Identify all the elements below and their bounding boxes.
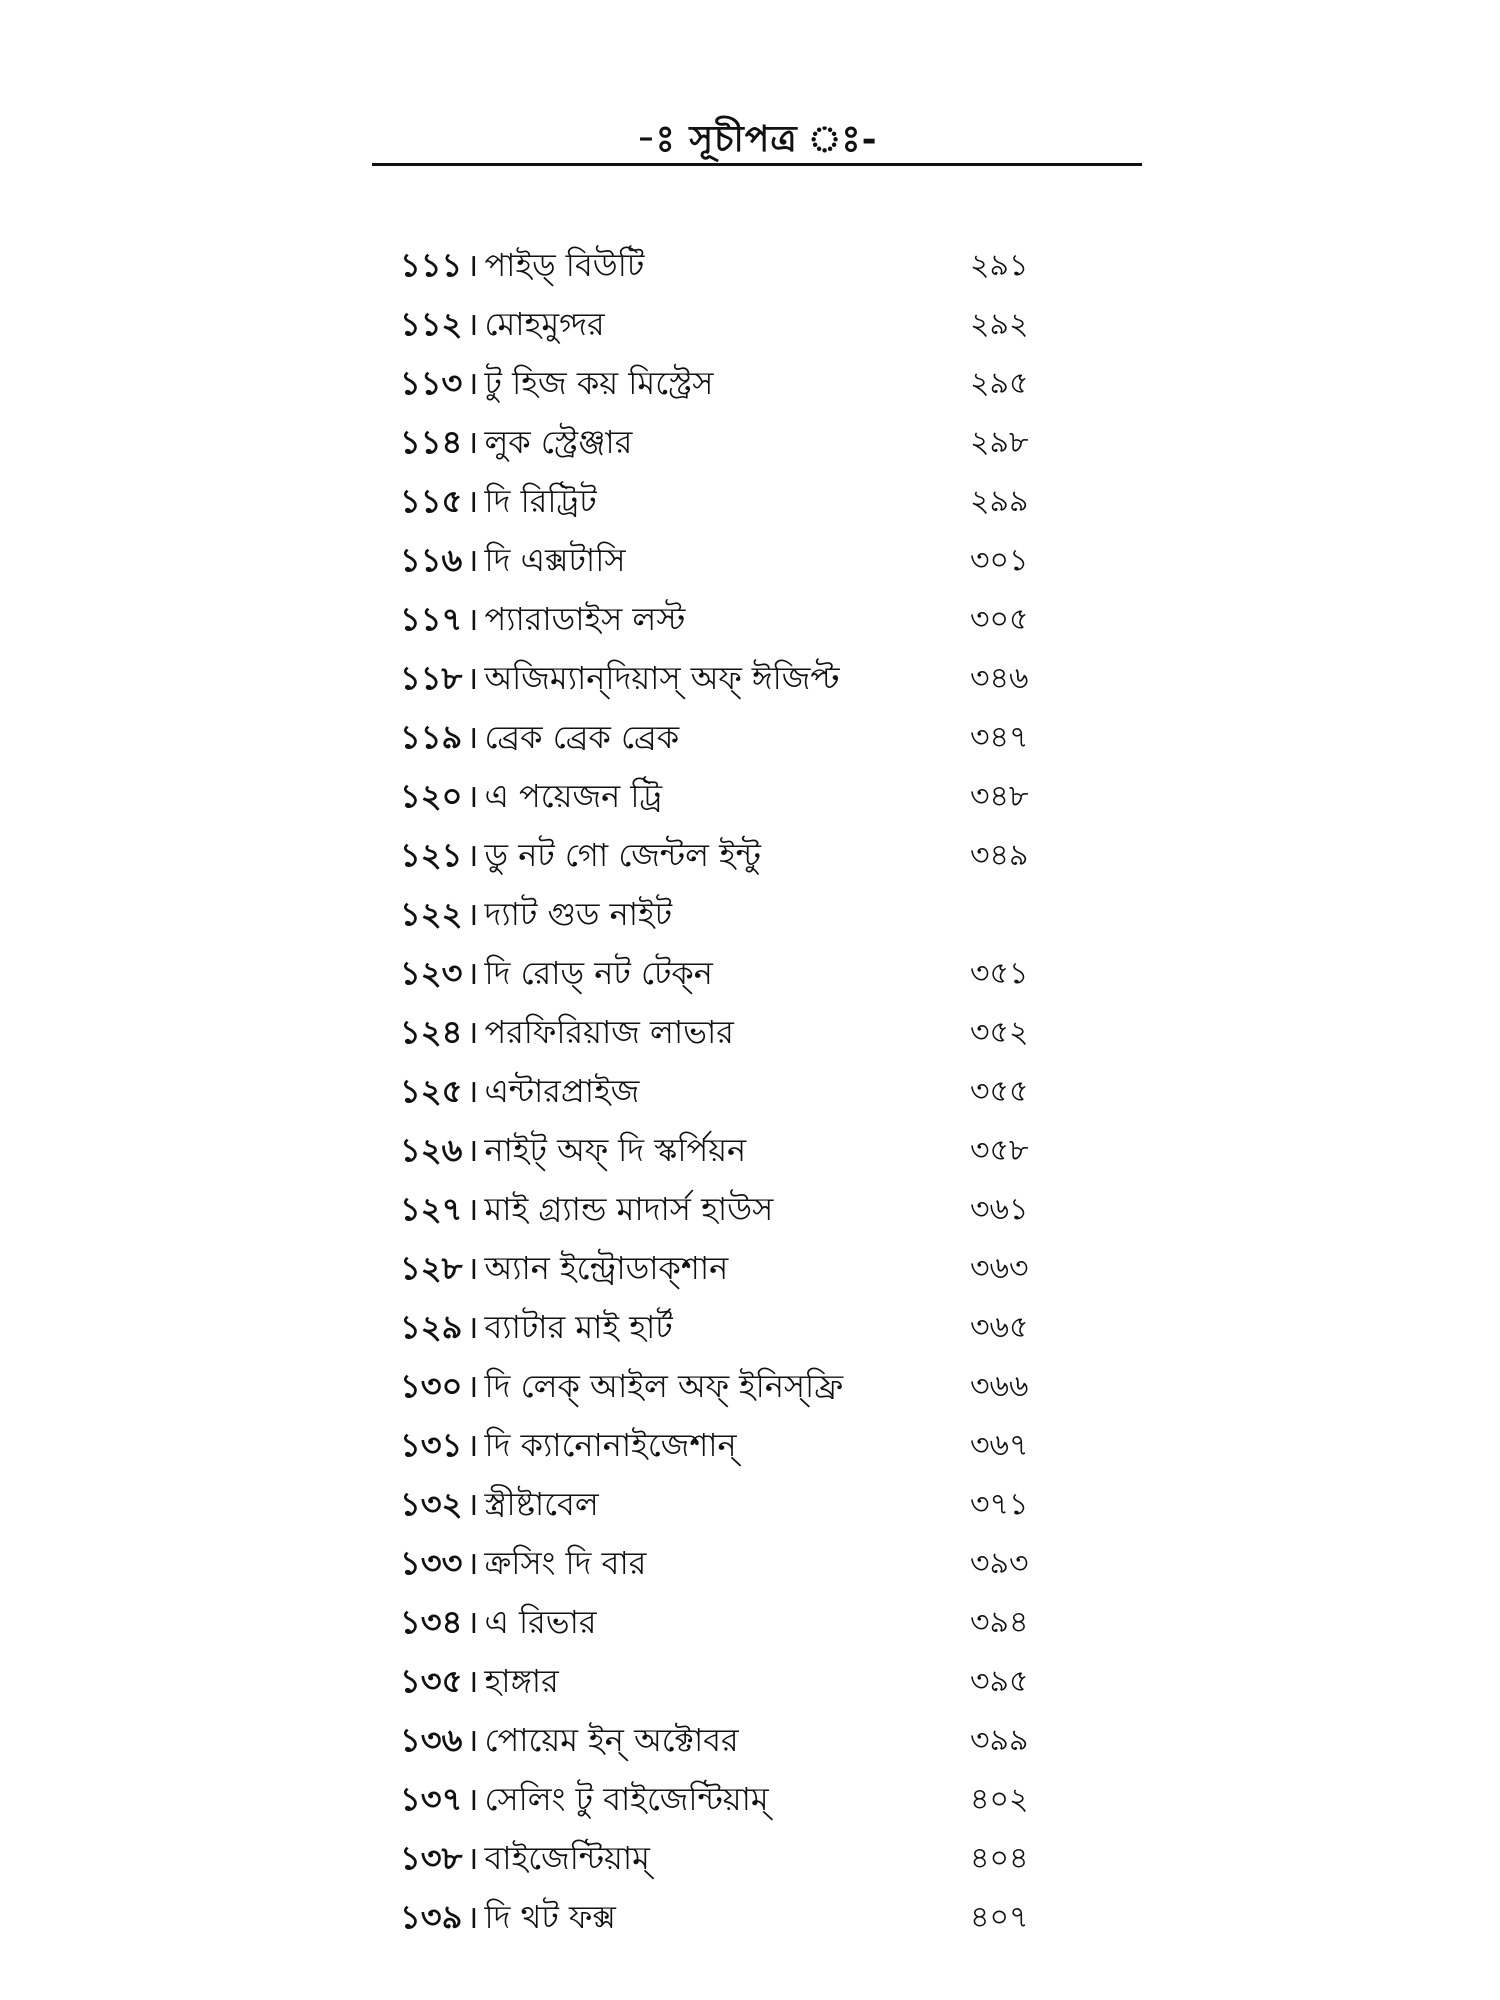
toc-entry-title: দি রোড্ নট টেক্‌ন	[484, 954, 713, 992]
toc-entry-number: ১৩৮	[400, 1839, 463, 1877]
toc-entry-number: ১২৬	[400, 1131, 463, 1169]
toc-entry-page-number: ৩৬৫	[970, 1310, 1029, 1345]
toc-entry	[400, 1593, 1100, 1652]
toc-entry-title: এন্টারপ্রাইজ	[484, 1072, 640, 1110]
toc-entry	[400, 1534, 1100, 1593]
toc-entry-title: দি রিট্রিট	[484, 482, 597, 520]
page-title: -ঃ সূচীপত্র ঃ-	[636, 118, 878, 160]
toc-entry-number: ১৩৪	[400, 1603, 463, 1641]
toc-entry-separator: ।	[466, 1013, 479, 1051]
toc-entry-title: পোয়েম ইন্ অক্টোবর	[484, 1721, 739, 1759]
toc-entry-number: ১৩৩	[400, 1544, 463, 1582]
toc-entry-page-number: ২৯১	[970, 248, 1029, 283]
toc-entry-title: টু হিজ কয় মিস্ট্রেস	[484, 364, 714, 402]
toc-entry	[400, 1888, 1100, 1947]
toc-entry-number: ১৩১	[400, 1426, 463, 1464]
toc-entry-title: দি এক্সটাসি	[484, 541, 626, 579]
toc-entry	[400, 590, 1100, 649]
toc-entry-page-number: ৩৬৩	[970, 1251, 1029, 1286]
toc-entry-page-number: ৩০৫	[970, 602, 1029, 637]
toc-entry-number: ১২৮	[400, 1249, 463, 1287]
toc-entry-title: পরফিরিয়াজ লাভার	[484, 1013, 734, 1051]
toc-entry-title: এ রিভার	[484, 1603, 597, 1641]
toc-entry-number: ১২০	[400, 777, 463, 815]
toc-entry-title: দি ক্যানোনাইজেশান্	[484, 1426, 737, 1464]
toc-entry-separator: ।	[466, 1131, 479, 1169]
toc-entry-separator: ।	[466, 1367, 479, 1405]
toc-entry-number: ১৩২	[400, 1485, 463, 1523]
toc-entry-separator: ।	[466, 1603, 479, 1641]
toc-entry-number: ১১১	[400, 246, 463, 284]
toc-entry	[400, 708, 1100, 767]
toc-entry-page-number: ৩৭১	[970, 1487, 1029, 1522]
toc-entry-page-number: ৩৫২	[970, 1015, 1029, 1050]
toc-entry-separator: ।	[466, 1485, 479, 1523]
toc-entry	[400, 767, 1100, 826]
toc-entry	[400, 1239, 1100, 1298]
toc-entry	[400, 826, 1100, 885]
toc-entry-number: ১২৫	[400, 1072, 463, 1110]
toc-entry-separator: ।	[466, 364, 479, 402]
toc-entry-separator: ।	[466, 246, 479, 284]
toc-entry-page-number: ৩৪৬	[970, 661, 1029, 696]
toc-entry-title: মোহমুগ্দর	[484, 305, 605, 343]
toc-entry-separator: ।	[466, 954, 479, 992]
toc-entry-page-number: ৩৬৬	[970, 1369, 1029, 1404]
toc-entry-separator: ।	[466, 1308, 479, 1346]
toc-entry-page-number: ২৯৫	[970, 366, 1029, 401]
toc-entry	[400, 1062, 1100, 1121]
toc-entry-separator: ।	[466, 1780, 479, 1818]
toc-entry-title: দি লেক্ আইল অফ্ ইনিস্‌ফ্রি	[484, 1367, 844, 1405]
toc-entry-separator: ।	[466, 659, 479, 697]
toc-entry-page-number: ৪০৪	[970, 1841, 1029, 1876]
toc-entry-number: ১১৯	[400, 718, 463, 756]
toc-entry-separator: ।	[466, 1190, 479, 1228]
toc-entry	[400, 885, 1100, 944]
toc-entry-number: ১১৩	[400, 364, 463, 402]
toc-entry-separator: ।	[466, 423, 479, 461]
toc-entry	[400, 1121, 1100, 1180]
toc-entry-number: ১৩৫	[400, 1662, 463, 1700]
toc-entry	[400, 531, 1100, 590]
toc-entry-separator: ।	[466, 836, 479, 874]
toc-entry	[400, 1180, 1100, 1239]
toc-entry	[400, 649, 1100, 708]
toc-entry-page-number: ৩৯৩	[970, 1546, 1029, 1581]
toc-entry-title: দ্যাট গুড নাইট	[484, 895, 673, 933]
toc-entry-page-number: ৩৬১	[970, 1192, 1029, 1227]
toc-entry-title: নাইট্ অফ্ দি স্কর্পিয়ন	[484, 1131, 747, 1169]
toc-entry-separator: ।	[466, 718, 479, 756]
toc-entry-page-number: ৩৯৫	[970, 1664, 1029, 1699]
toc-entry-title: অ্যান ইন্ট্রোডাক্‌শান	[484, 1249, 729, 1287]
toc-entry-number: ১১২	[400, 305, 463, 343]
toc-entry-page-number: ২৯৯	[970, 484, 1029, 519]
toc-entry	[400, 1711, 1100, 1770]
toc-entry	[400, 295, 1100, 354]
toc-entry-number: ১২২	[400, 895, 463, 933]
toc-entry-separator: ।	[466, 1839, 479, 1877]
toc-entry-number: ১১৮	[400, 659, 463, 697]
toc-entry-title: হাঙ্গার	[484, 1662, 559, 1700]
toc-entry-separator: ।	[466, 600, 479, 638]
toc-entry-number: ১২৪	[400, 1013, 463, 1051]
toc-entry-page-number: ২৯৮	[970, 425, 1029, 460]
toc-entry	[400, 1003, 1100, 1062]
toc-entry	[400, 1770, 1100, 1829]
toc-entry-title: ব্রেক ব্রেক ব্রেক	[484, 718, 680, 756]
toc-entry-number: ১১৫	[400, 482, 463, 520]
toc-entry-title: ডু নট গো জেন্টল ইন্টু	[484, 836, 761, 874]
toc-entry-page-number: ৩৫৫	[970, 1074, 1029, 1109]
toc-entry	[400, 1475, 1100, 1534]
toc-entry-separator: ।	[466, 482, 479, 520]
toc-entry	[400, 472, 1100, 531]
toc-entry-separator: ।	[466, 305, 479, 343]
toc-entry-page-number: ২৯২	[970, 307, 1029, 342]
toc-entry-title: স্ত্রীষ্টাবেল	[484, 1485, 599, 1523]
toc-entry	[400, 1357, 1100, 1416]
toc-entry-separator: ।	[466, 1426, 479, 1464]
toc-entry-number: ১৩৬	[400, 1721, 463, 1759]
toc-entry	[400, 1416, 1100, 1475]
toc-entry-separator: ।	[466, 1898, 479, 1936]
toc-entry-title: দি থট ফক্স	[484, 1898, 616, 1936]
toc-entry-page-number: ৩৬৭	[970, 1428, 1029, 1463]
toc-entry-title: প্যারাডাইস লস্ট	[484, 600, 686, 638]
toc-entry	[400, 1652, 1100, 1711]
title-divider	[372, 163, 1142, 166]
toc-entry-separator: ।	[466, 777, 479, 815]
toc-entry-number: ১৩৯	[400, 1898, 463, 1936]
toc-entry	[400, 413, 1100, 472]
toc-entry-separator: ।	[466, 895, 479, 933]
toc-entry-title: এ পয়েজন ট্রি	[484, 777, 663, 815]
toc-entry-page-number: ৩০১	[970, 543, 1029, 578]
toc-entry-separator: ।	[466, 1072, 479, 1110]
toc-entry-number: ১১৭	[400, 600, 463, 638]
toc-entry	[400, 236, 1100, 295]
toc-entry-number: ১৩৭	[400, 1780, 463, 1818]
toc-entry-title: পাইড্ বিউটি	[484, 246, 645, 284]
toc-entry-title: অজিম্যান্‌দিয়াস্ অফ্ ঈজিপ্ট	[484, 659, 840, 697]
toc-entry-title: ব্যাটার মাই হার্ট	[484, 1308, 673, 1346]
toc-entry-title: বাইজেন্টিয়াম্	[484, 1839, 650, 1877]
toc-entry-separator: ।	[466, 1721, 479, 1759]
toc-entry-page-number: ৩৯৯	[970, 1723, 1029, 1758]
toc-entry-separator: ।	[466, 1249, 479, 1287]
toc-entry-page-number: ৩৫৮	[970, 1133, 1029, 1168]
toc-entry	[400, 944, 1100, 1003]
toc-entry-title: সেলিং টু বাইজেন্টিয়াম্	[484, 1780, 769, 1818]
table-of-contents	[400, 236, 1100, 1947]
toc-entry	[400, 1829, 1100, 1888]
toc-entry-separator: ।	[466, 541, 479, 579]
toc-entry-number: ১৩০	[400, 1367, 463, 1405]
toc-entry-number: ১২৭	[400, 1190, 463, 1228]
toc-entry-page-number: ৩৪৭	[970, 720, 1029, 755]
toc-entry-title: মাই গ্র্যান্ড মাদার্স হাউস	[484, 1190, 774, 1228]
toc-entry-page-number: ৩৫১	[970, 956, 1029, 991]
toc-entry-title: লুক স্ট্রেঞ্জার	[484, 423, 633, 461]
toc-entry-page-number: ৩৯৪	[970, 1605, 1029, 1640]
toc-entry	[400, 1298, 1100, 1357]
toc-entry-number: ১২৯	[400, 1308, 463, 1346]
toc-entry-number: ১১৪	[400, 423, 463, 461]
toc-entry-number: ১২৩	[400, 954, 463, 992]
toc-entry-title: ক্রসিং দি বার	[484, 1544, 647, 1582]
toc-entry-page-number: ৪০২	[970, 1782, 1029, 1817]
toc-entry-page-number: ৩৪৯	[970, 838, 1029, 873]
toc-entry-page-number: ৩৪৮	[970, 779, 1029, 814]
toc-entry-separator: ।	[466, 1662, 479, 1700]
toc-entry	[400, 354, 1100, 413]
toc-entry-number: ১১৬	[400, 541, 463, 579]
toc-entry-separator: ।	[466, 1544, 479, 1582]
toc-entry-number: ১২১	[400, 836, 463, 874]
toc-entry-page-number: ৪০৭	[970, 1900, 1029, 1935]
